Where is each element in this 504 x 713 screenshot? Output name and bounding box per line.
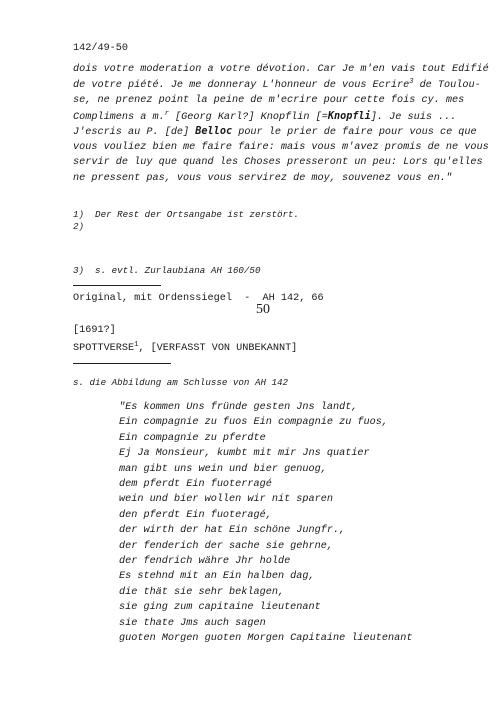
divider (73, 363, 171, 364)
letter-text: de Toulou- (413, 80, 481, 91)
title-text: SPOTTVERSE (73, 343, 135, 354)
footnote: 2) (73, 221, 85, 232)
letter-line: servir de luy que quand les Choses presseront un peu: Lors qu'elles (73, 157, 483, 168)
poem-line: der wirth der hat Ein schöne Jungfr., (119, 525, 346, 537)
superscript: r (164, 110, 169, 118)
document-number: 50 (256, 302, 270, 317)
poem-line: "Es kommen Uns fründe gesten Jns landt, (119, 402, 358, 413)
footnote: 1) Der Rest der Ortsangabe ist zerstört. (73, 209, 300, 220)
divider (73, 285, 161, 286)
poem-line: dem pferdt Ein fuoterragé (119, 479, 272, 491)
poem-line: den pferdt Ein fuoteragé, (119, 509, 272, 521)
poem-line: man gibt uns wein und bier genuog, (119, 463, 327, 475)
letter-text: ]. Je suis ... (370, 112, 457, 123)
poem-line: Ej Ja Monsieur, kumbt mit mir Jns quatier (119, 448, 370, 460)
letter-text: J'escris au P. [de] (73, 127, 196, 138)
footnote-marker: 3 (409, 78, 414, 86)
poem-line: sie thate Jms auch sagen (119, 617, 266, 629)
poem-line: die thät sie sehr beklagen, (119, 586, 285, 598)
footnote-marker: 1 (134, 341, 139, 349)
poem-line: Ein compagnie zu pferdte (119, 432, 266, 444)
letter-line: dois votre moderation a votre dévotion. Car Je m'en vais tout Edifié (73, 64, 489, 75)
letter-line (73, 78, 481, 94)
letter-text: [Georg Karl?] Knopflin [= (168, 112, 328, 123)
poem-line: sie ging zum capitaine lieutenant (119, 602, 321, 614)
bold-name: Belloc (195, 126, 233, 137)
poem-line: Ein compagnie zu fuos Ein compagnie zu fuos, (119, 417, 388, 429)
bold-name: Knopfli (327, 111, 371, 122)
letter-text: pour le prier de faire pour vous ce que (232, 127, 477, 138)
letter-text: Complimens a m. (73, 112, 165, 123)
poem (119, 400, 412, 647)
document-title (73, 343, 297, 354)
illustration-note: s. die Abbildung am Schlusse von AH 142 (73, 377, 289, 388)
letter-line: vous vouliez bien me faire faire: mais vous m'avez promis de ne vous (73, 142, 489, 153)
poem-line: wein und bier wollen wir nit sparen (119, 494, 333, 506)
poem-line: der fenderich der sache sie gehrne, (119, 540, 333, 552)
source-line: Original, mit Ordenssiegel - AH 142, 66 (73, 293, 324, 304)
document-date: [1691?] (73, 325, 116, 336)
title-text: , [VERFASST VON UNBEKANNT] (138, 343, 298, 354)
footnote: 3) s. evtl. Zurlaubiana AH 160/50 (73, 265, 261, 276)
letter-line (73, 124, 477, 141)
letter-line: ne pressent pas, vous vous servirez de moy, souvenez vous en." (73, 173, 453, 184)
page-reference: 142/49-50 (73, 43, 129, 54)
letter-text: de votre piété. Je me donneray L'honneur de vous Ecrire (73, 80, 410, 91)
poem-line: guoten Morgen guoten Morgen Capitaine lieutenant (119, 633, 413, 645)
poem-line: Es stehnd mit an Ein halben dag, (119, 571, 315, 583)
letter-line: se, ne prenez point la peine de m'ecrire pour cette fois cy. mes (73, 95, 465, 106)
poem-line: der fendrich währe Jhr holde (119, 556, 291, 568)
